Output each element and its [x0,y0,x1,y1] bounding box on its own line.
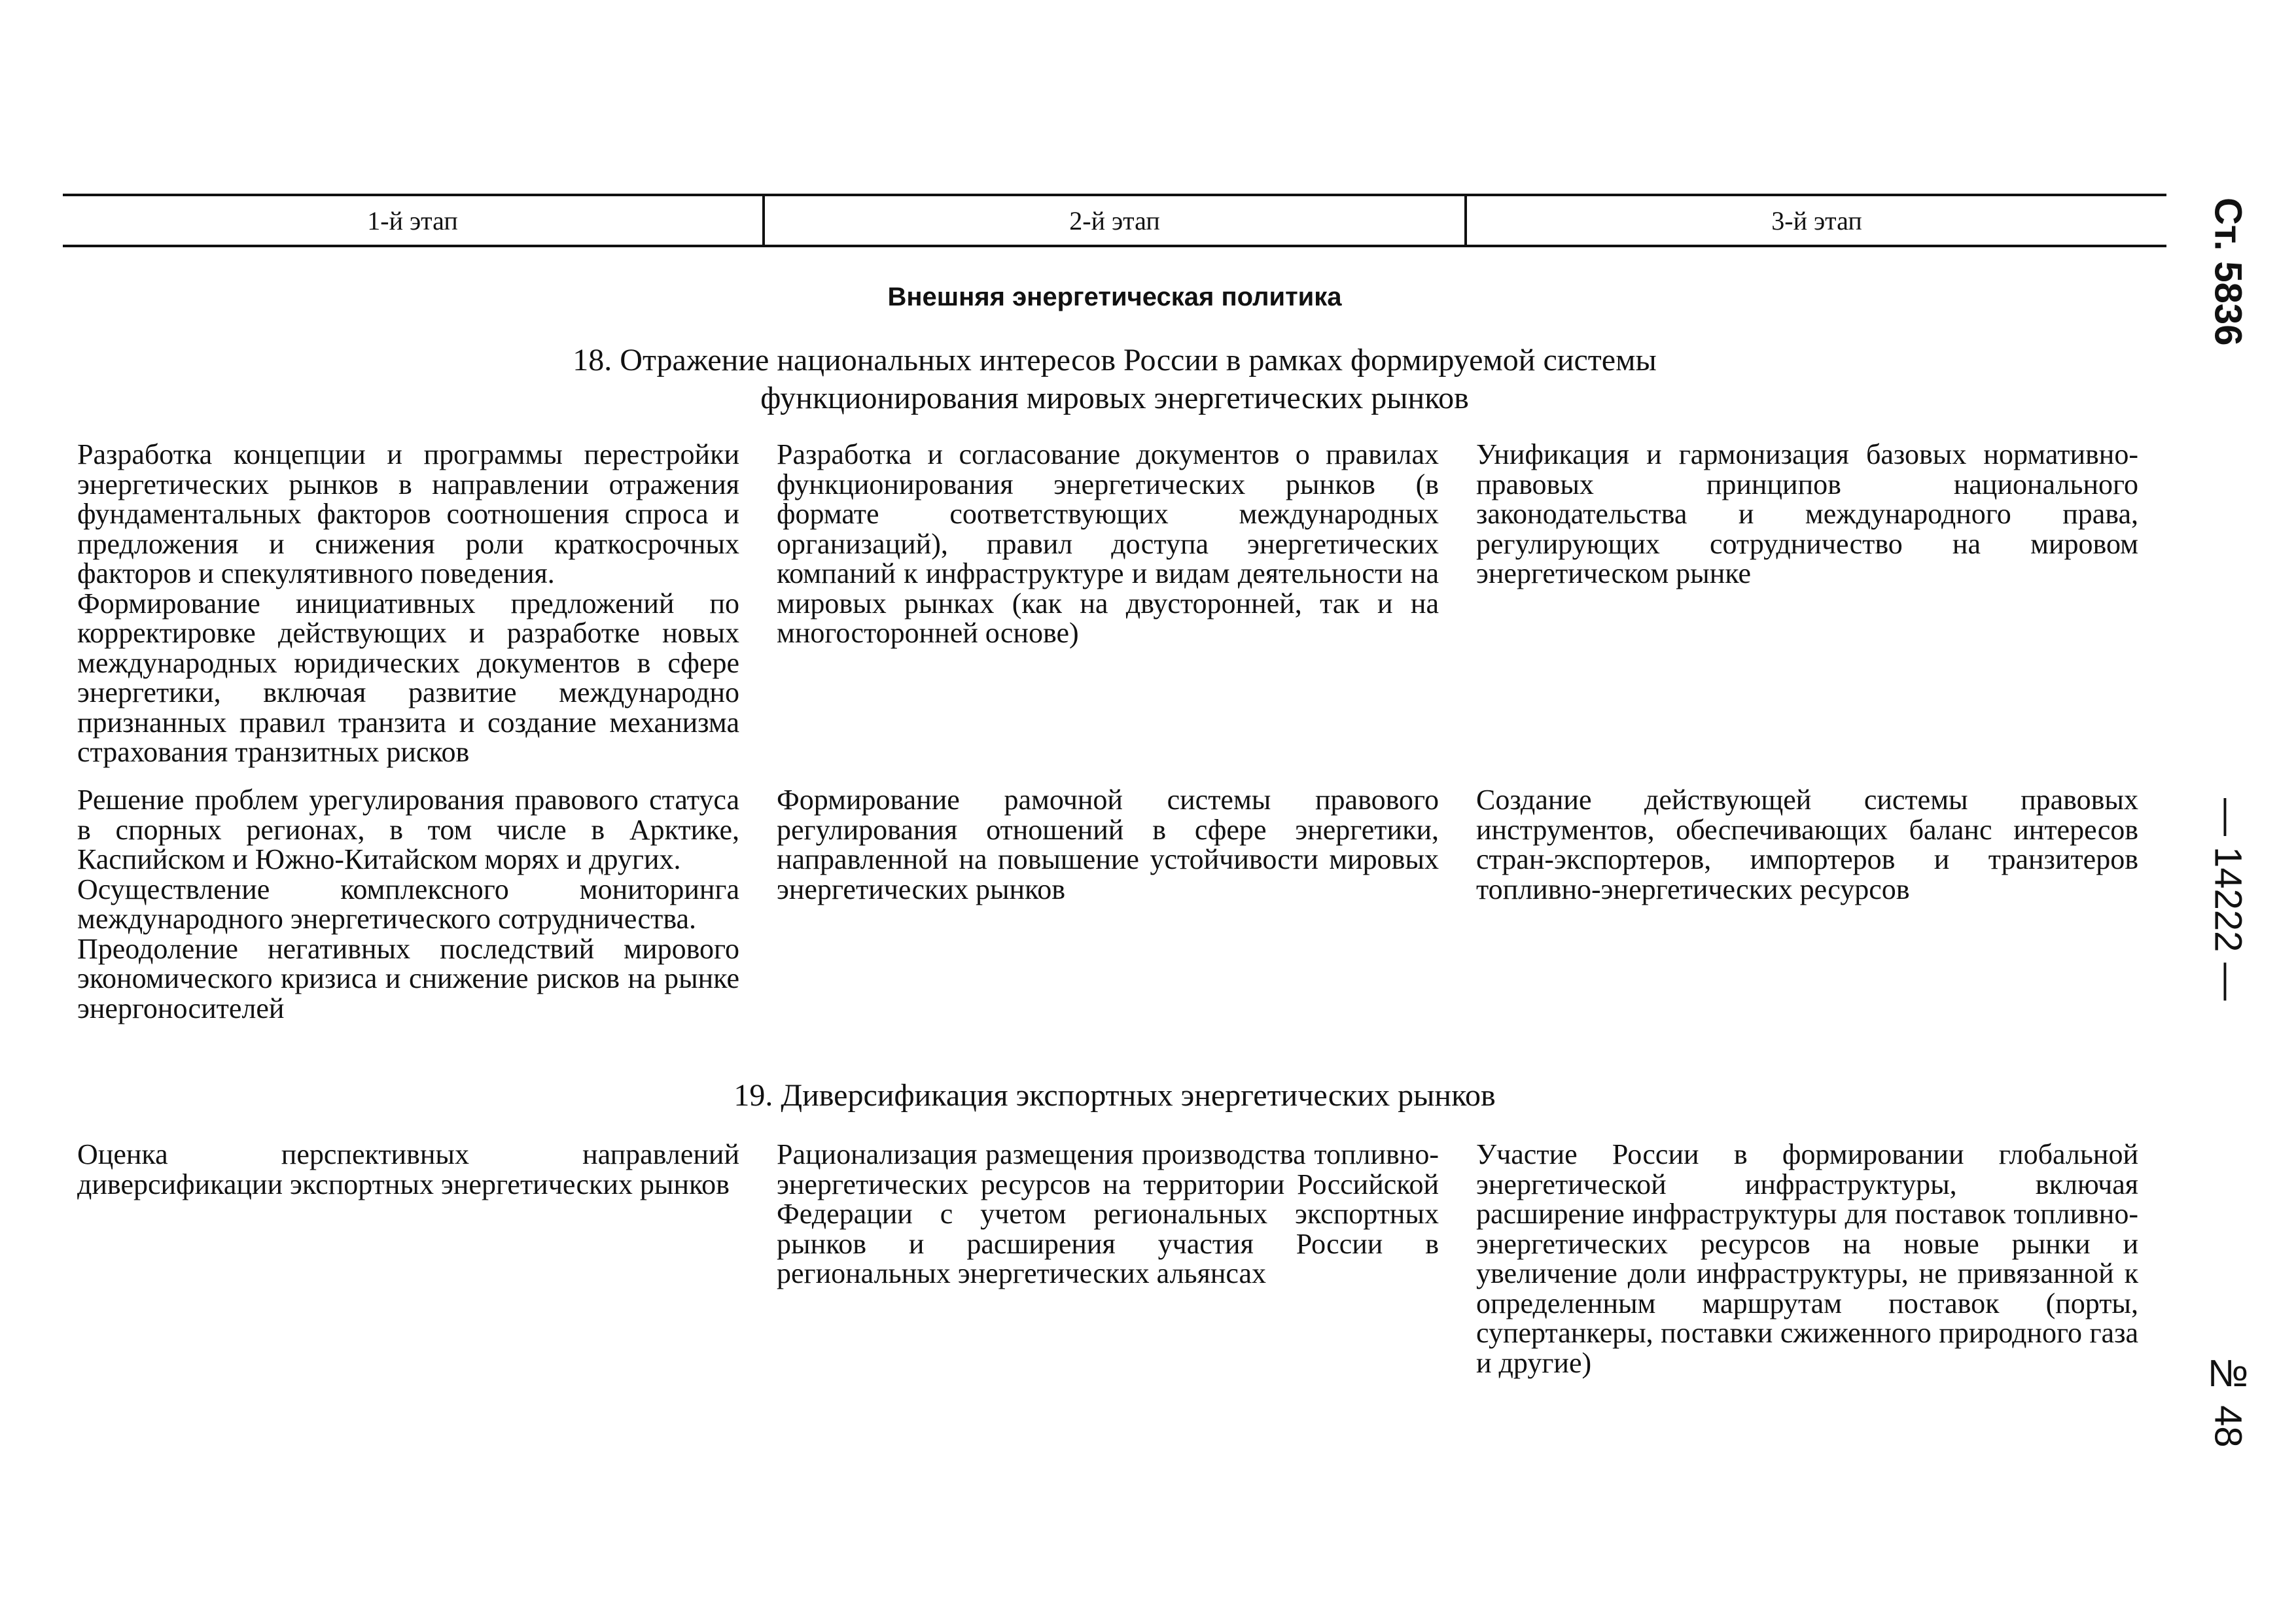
table-cell-stage-1: Оценка перспективных направлений диверсификации экспортных энергетических рынков [77,1138,739,1200]
table-row [77,785,2159,1023]
issue-number: № 48 [2206,1352,2250,1448]
item-19-heading: 19. Диверсификация экспортных энергетических рынков [733,1078,1496,1113]
table-cell-stage-1: Решение проблем урегулирования правового статуса в спорных регионах, в том числе в Арктике, Каспийском и Южно-Китайском морях и других. Осуществление комплексного мониторинга международного энергетического сотрудничества. Преодоление негативных последствий мирового экономического кризиса и снижение рисков на рынке энергоносителей [77,784,739,1024]
section-title: Внешняя энергетическая политика [887,283,1342,311]
header-stage-1: 1-й этап [367,205,458,236]
table-cell-stage-3: Унификация и гармонизация базовых нормативно-правовых принципов национального законодательства и международного права, регулирующих сотрудничество на мировом энергетическом рынке [1476,438,2138,589]
table-cell-stage-2: Рационализация размещения производства топливно-энергетических ресурсов на территории Российской Федерации с учетом региональных экспортных рынков и расширения участия России в региональных энергетических альянсах [777,1138,1439,1289]
header-stage-3: 3-й этап [1464,196,2166,245]
table-row [77,1140,2159,1378]
table-header [63,194,2166,247]
table-cell-stage-2: Формирование рамочной системы правового регулирования отношений в сфере энергетики, направленной на повышение устойчивости мировых энергетических рынков [777,784,1439,905]
running-head [2182,177,2274,1472]
table-cell-stage-3: Создание действующей системы правовых инструментов, обеспечивающих баланс интересов стран-экспортеров, импортеров и транзитеров топливно-энергетических ресурсов [1476,784,2138,905]
item-18-heading-text: 18. Отражение национальных интересов России в рамках формируемой системы функционирования мировых энергетических рынков [573,343,1657,415]
table-cell-stage-3: Участие России в формировании глобальной энергетической инфраструктуры, включая расширение инфраструктуры для поставок топливно-энергетических ресурсов на новые рынки и увеличение доли инфраструктуры, не привязанной к определенным маршрутам поставок (порты, супертанкеры, поставки сжиженного природного газа и другие) [1476,1138,2138,1379]
table-cell-stage-2: Разработка и согласование документов о правилах функционирования энергетических рынков (в формате соответствующих международных организаций), правил доступа энергетических компаний к инфраструктуре и видам деятельности на мировых рынках (как на двусторонней, так и на многосторонней основе) [777,438,1439,649]
item-18-heading [63,341,2166,417]
table-cell-stage-1: Разработка концепции и программы перестройки энергетических рынков в направлении отражения фундаментальных факторов соотношения спроса и предложения и снижения роли краткосрочных факторов и спекулятивного поведения. Формирование инициативных предложений по корректировке действующих и разработке новых международных юридических документов в сфере энергетики, включая развитие международно признанных правил транзита и создание механизма страхования транзитных рисков [77,438,739,768]
article-number: Ст. 5836 [2206,197,2250,346]
header-stage-2: 2-й этап [762,196,1464,245]
page-number: — 14222 — [2206,798,2250,1001]
table-row [77,440,2159,767]
